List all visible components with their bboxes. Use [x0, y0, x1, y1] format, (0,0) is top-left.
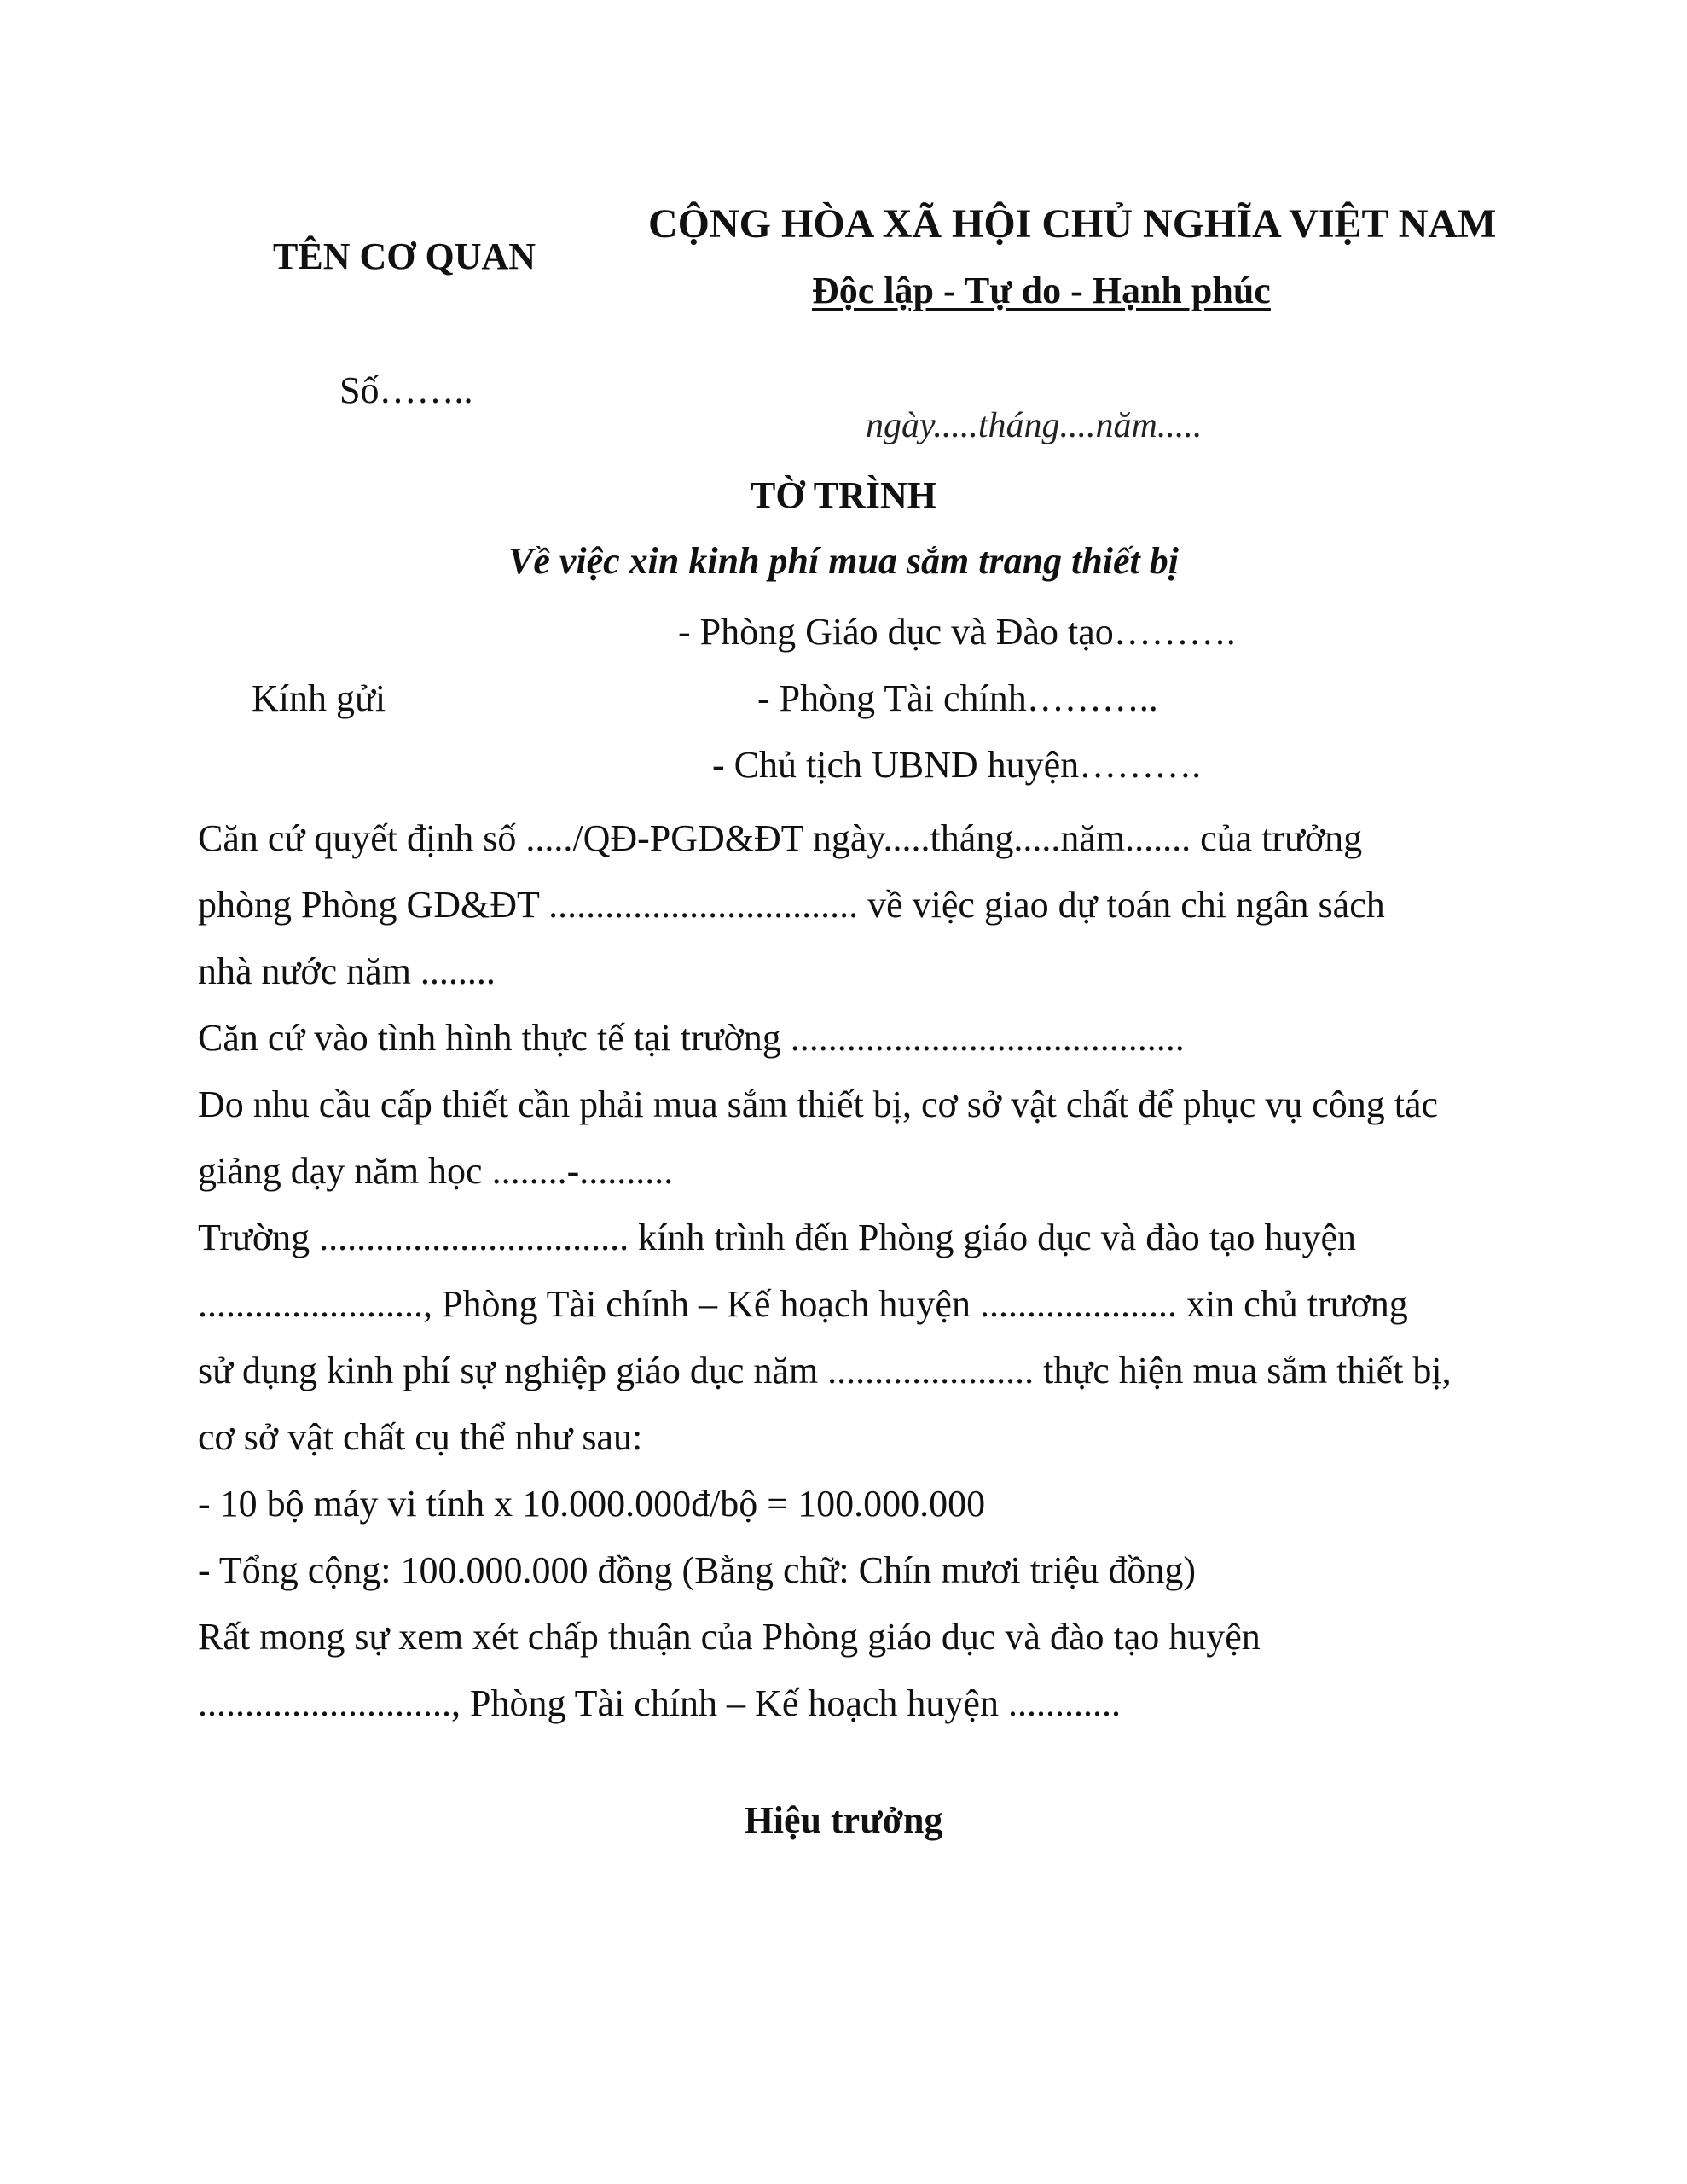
body-line: - 10 bộ máy vi tính x 10.000.000đ/bộ = 100.000.000	[198, 1483, 986, 1525]
body-line: cơ sở vật chất cụ thể như sau:	[198, 1416, 643, 1458]
nation-name: CỘNG HÒA XÃ HỘI CHỦ NGHĨA VIỆT NAM	[648, 201, 1497, 247]
document-title: TỜ TRÌNH	[750, 474, 937, 516]
body-line: ........................, Phòng Tài chính – Kế hoạch huyện ..................... xin chủ trương	[198, 1283, 1408, 1325]
recipients-label: Kính gửi	[252, 677, 386, 719]
body-line: giảng dạy năm học ........-..........	[198, 1150, 674, 1192]
body-line: sử dụng kinh phí sự nghiệp giáo dục năm ...................... thực hiện mua sắm thiết bị,	[198, 1350, 1452, 1391]
recipient-item: - Chủ tịch UBND huyện……….	[712, 744, 1202, 786]
body-line: Trường ................................. kính trình đến Phòng giáo dục và đào tạo huyện	[198, 1217, 1357, 1258]
recipient-item: - Phòng Giáo dục và Đào tạo……….	[678, 611, 1236, 653]
body-line: Rất mong sự xem xét chấp thuận của Phòng giáo dục và đào tạo huyện	[198, 1616, 1261, 1658]
document-body	[198, 805, 1528, 1737]
body-line: nhà nước năm ........	[198, 950, 496, 992]
agency-name: TÊN CƠ QUAN	[273, 235, 536, 277]
body-line: Căn cứ vào tình hình thực tế tại trường ..........................................	[198, 1017, 1185, 1059]
recipient-item: - Phòng Tài chính………..	[757, 677, 1158, 719]
motto: Độc lập - Tự do - Hạnh phúc	[812, 270, 1271, 311]
body-line: phòng Phòng GD&ĐT ................................. về việc giao dự toán chi ngân sách	[198, 884, 1385, 926]
signer-title: Hiệu trưởng	[744, 1799, 943, 1841]
body-line: - Tổng cộng: 100.000.000 đồng (Bằng chữ: Chín mươi triệu đồng)	[198, 1549, 1197, 1591]
body-line: ..........................., Phòng Tài chính – Kế hoạch huyện ............	[198, 1682, 1121, 1724]
document-subject: Về việc xin kinh phí mua sắm trang thiết bị	[507, 540, 1179, 582]
body-line: Căn cứ quyết định số ...../QĐ-PGD&ĐT ngày.....tháng.....năm....... của trưởng	[198, 817, 1363, 859]
body-line: Do nhu cầu cấp thiết cần phải mua sắm thiết bị, cơ sở vật chất để phục vụ công tác	[198, 1083, 1439, 1125]
document-number: Số……..	[339, 369, 473, 411]
date-line: ngày.....tháng....năm.....	[866, 406, 1203, 445]
